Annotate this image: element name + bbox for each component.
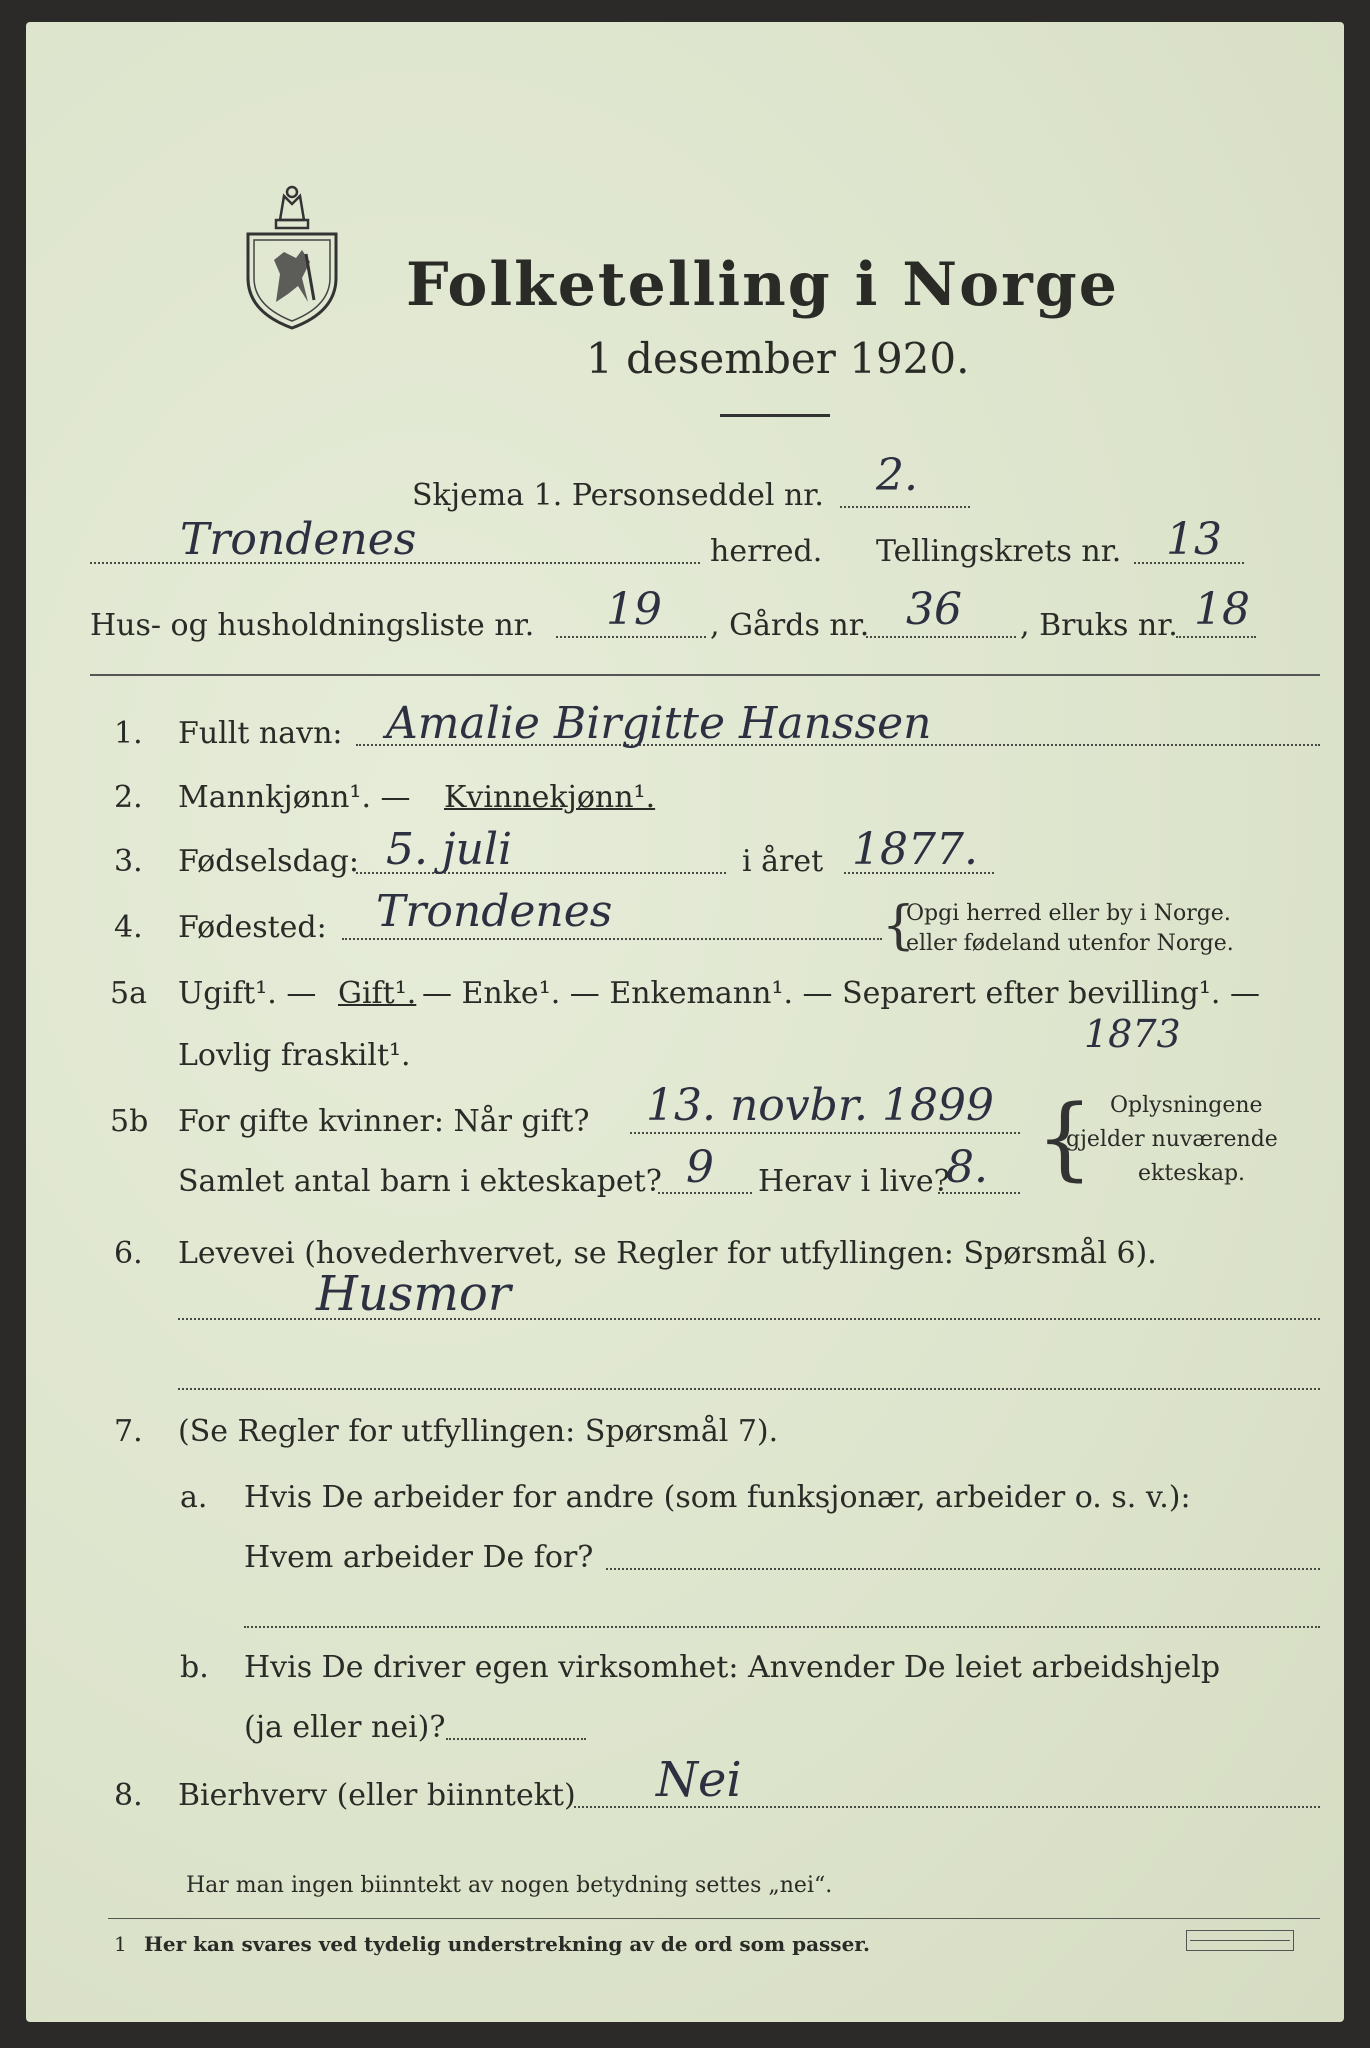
gards-value[interactable]: 36	[906, 584, 962, 635]
married-date-label: For gifte kvinner: Når gift?	[178, 1104, 590, 1139]
schema-number-value[interactable]: 2.	[876, 450, 918, 501]
coat-of-arms-icon	[240, 182, 344, 332]
q7a-line-2: Hvem arbeider De for?	[244, 1540, 594, 1575]
marriage-note-2: gjelder nuværende	[1066, 1127, 1278, 1152]
husholdningsliste-line	[556, 636, 706, 638]
alive-label: Herav i live?	[758, 1164, 950, 1199]
husholdningsliste-value[interactable]: 19	[606, 584, 662, 635]
birthplace-note-2: eller fødeland utenfor Norge.	[906, 931, 1234, 956]
marriage-note-brace: {	[1036, 1086, 1094, 1191]
unmarried-option[interactable]: Ugift¹. —	[178, 976, 317, 1011]
q7b-line-1: Hvis De driver egen virksomhet: Anvender De leiet arbeidshjelp	[244, 1650, 1221, 1685]
divorced-option[interactable]: Lovlig fraskilt¹.	[178, 1038, 411, 1073]
gards-line	[866, 636, 1016, 638]
male-option[interactable]: Mannkjønn¹. —	[178, 780, 411, 815]
footer-divider	[108, 1918, 1320, 1919]
birthplace-note-brace: {	[882, 896, 916, 956]
q6-label: Levevei (hovederhvervet, se Regler for utfyllingen: Spørsmål 6).	[178, 1236, 1157, 1271]
q1-label: Fullt navn:	[178, 716, 343, 751]
tellingskrets-value[interactable]: 13	[1166, 514, 1222, 565]
q3-number: 3.	[114, 844, 143, 879]
q5b-number: 5b	[110, 1104, 149, 1139]
footnote-marker: 1	[114, 1932, 127, 1956]
employer-line[interactable]	[606, 1568, 1320, 1570]
form-title: Folketelling i Norge	[406, 250, 1119, 320]
q7a-letter: a.	[180, 1480, 208, 1515]
married-date-value[interactable]: 13. novbr. 1899	[646, 1080, 994, 1131]
marriage-note-1: Oplysningene	[1110, 1093, 1263, 1118]
hired-help-line[interactable]	[446, 1738, 586, 1740]
footer-note: Har man ingen biinntekt av nogen betydning settes „nei“.	[186, 1873, 833, 1898]
printer-stamp	[1186, 1930, 1294, 1951]
q4-number: 4.	[114, 910, 143, 945]
q6-number: 6.	[114, 1236, 143, 1271]
marriage-note-3: ekteskap.	[1138, 1161, 1246, 1186]
birthday-value[interactable]: 5. juli	[386, 824, 513, 875]
herred-value[interactable]: Trondenes	[180, 514, 417, 565]
herred-label: herred.	[710, 534, 823, 569]
children-label: Samlet antal barn i ekteskapet?	[178, 1164, 662, 1199]
birth-year-value[interactable]: 1877.	[852, 824, 978, 875]
footnote-text: Her kan svares ved tydelig understrekning av de ord som passer.	[144, 1932, 870, 1956]
husholdningsliste-label: Hus- og husholdningsliste nr.	[90, 608, 535, 643]
alive-value[interactable]: 8.	[946, 1142, 988, 1193]
q7b-letter: b.	[180, 1650, 209, 1685]
schema-number-line	[840, 506, 970, 508]
side-income-value[interactable]: Nei	[656, 1752, 742, 1808]
married-option[interactable]: Gift¹.	[338, 976, 417, 1011]
q1-number: 1.	[114, 716, 143, 751]
marital-annotation: 1873	[1084, 1012, 1181, 1056]
female-option[interactable]: Kvinnekjønn¹.	[444, 780, 656, 815]
birthplace-note-1: Opgi herred eller by i Norge.	[906, 901, 1231, 926]
q4-label: Fødested:	[178, 910, 327, 945]
q7-number: 7.	[114, 1414, 143, 1449]
title-rule	[720, 414, 830, 417]
q7b-line-2: (ja eller nei)?	[244, 1710, 446, 1745]
birthplace-line	[342, 938, 882, 940]
section-divider	[90, 674, 1320, 676]
occupation-value[interactable]: Husmor	[316, 1266, 511, 1322]
tellingskrets-label: Tellingskrets nr.	[876, 534, 1122, 569]
q3-label: Fødselsdag:	[178, 844, 359, 879]
married-date-line	[630, 1132, 1020, 1134]
q2-number: 2.	[114, 780, 143, 815]
q5a-number: 5a	[110, 976, 147, 1011]
census-date: 1 desember 1920.	[586, 334, 970, 383]
bruks-line	[1176, 636, 1256, 638]
schema-label: Skjema 1. Personseddel nr.	[412, 478, 824, 513]
q8-label: Bierhverv (eller biinntekt)	[178, 1778, 576, 1813]
gards-label: , Gårds nr.	[710, 608, 870, 643]
bruks-label: , Bruks nr.	[1020, 608, 1178, 643]
marital-options[interactable]: — Enke¹. — Enkemann¹. — Separert efter bevilling¹. —	[422, 976, 1260, 1011]
q7-label: (Se Regler for utfyllingen: Spørsmål 7).	[178, 1414, 779, 1449]
bruks-value[interactable]: 18	[1194, 584, 1250, 635]
census-form	[26, 22, 1344, 2022]
occupation-line-2	[178, 1388, 1320, 1390]
children-value[interactable]: 9	[686, 1142, 714, 1193]
employer-line-2[interactable]	[244, 1626, 1320, 1628]
year-label: i året	[742, 844, 824, 879]
q7a-line-1: Hvis De arbeider for andre (som funksjonær, arbeider o. s. v.):	[244, 1480, 1191, 1515]
q8-number: 8.	[114, 1778, 143, 1813]
full-name-value[interactable]: Amalie Birgitte Hanssen	[386, 698, 932, 749]
birthplace-value[interactable]: Trondenes	[376, 886, 613, 937]
